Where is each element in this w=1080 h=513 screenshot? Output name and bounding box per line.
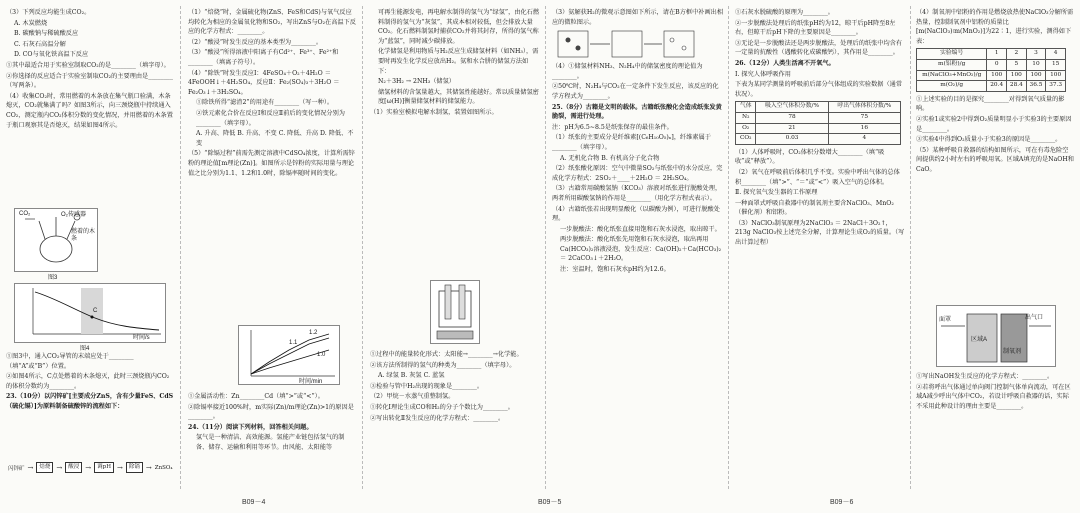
text-line: ②实验1或实验2中得到O₂质量明显小于实验3的主要原因是________。 [916,115,1072,133]
table-cell: 0.03 [756,134,828,145]
table-cell: 5 [1007,59,1027,70]
table-header-cell: 2 [1007,49,1027,60]
text-line: （4）收集CO₂时，常用燃着的木条放在集气瓶口验满，木条熄灭，CO₂就集满了吗？如图3所示，向三颈烧瓶中持续通入CO₂，测定瓶内CO₂体积分数的变化情况，并用燃着的木条置于瓶口观察其是否熄灭，结果如图4所示。 [6,92,173,129]
text-line: （3）古籍常用碳酸氢钠（KCO₃）溶液对纸张进行脱酸处理，两者所用碳酸氢钠的作用是________（用化学方程式表示）。 [552,185,722,202]
figure-4 [14,283,166,343]
flow-box: 除镉 [126,462,143,473]
column-4 [552,8,724,276]
text-line: ②一步脱酸法处理后的纸张pH约为12，晾干后pH降至8左右，但晾干后pH下降的主要原因是________。 [735,19,896,37]
co2-label: CO₂ [19,211,31,217]
table-row [736,123,901,134]
table-cell: 0 [987,59,1007,70]
text-line: ①过程中的能量转化形式：太阳能→________→化学能。 [370,351,523,358]
electrolysis-apparatus [430,280,480,344]
text-line: （1）人体呼吸时，CO₂体积分数增大________（填“吸收”或“释放”）。 [735,148,885,166]
figure-3 [14,208,98,272]
table-row [917,59,1066,70]
text-line: （5）某种呼吸自救器的结构如图所示，可在有毒危险空间提供约2小时左右的呼吸用氧。区域A填充的是NaOH和CaO。 [916,146,1074,173]
text-line: ①除铁所得“滤渣2”的用途有________（写一种）。 [196,99,334,107]
text-line: ②写出转化Ⅱ发生反应的化学方程式：________。 [370,414,505,422]
question-25: 25.（8分）古籍是文明的载体。古籍纸张酸化会造成纸张发黄脆裂，需进行处理。 [552,103,722,121]
question-26: 26.（12分）人类生活离不开氧气。 [735,59,835,67]
column-divider [362,6,363,489]
process-flow: 闪锌矿 → 焙烧 → 酸浸 → 调pH → 除镉 → ZnSO₄ [8,463,173,472]
table-row [736,112,901,123]
column-6 [916,8,1074,176]
table-cell: 78 [756,112,828,123]
text-line: ①转化Ⅰ理论生成CO和H₂的分子个数比为________。 [370,403,514,411]
table-header-row [917,49,1066,60]
text-line: （2）甲烷－水蒸气重整制氢。 [370,393,455,401]
column-6-lower [916,372,1074,412]
note: 注：pH为6.5~8.5是纸张保存的最佳条件。 [552,123,673,131]
option: B. 碳酸钠与稀硫酸反应 [14,30,79,38]
table-cell: 100 [987,70,1007,81]
text-line: （2）“酸浸”时发生反应的基本类型为________。 [188,38,323,46]
electrolysis-drawing [431,281,479,343]
text-line: ①金属活动性：Zn________Cd（填“>”或“<”）。 [188,393,324,400]
text-line: 化学储氢是利用物质与H₂反应生成储氢材料（如NH₃），需要时再发生化学反应放出H₂。氨和水合肼的储氢方法如下： [378,48,539,75]
table-cell: 100 [1046,70,1066,81]
flow-box: 调pH [94,462,114,473]
text-line: ①写出NaOH发生反应的化学方程式：________。 [916,373,1054,380]
table-row [917,81,1066,92]
text-line: （2）纸张酸化原因：空气中微量SO₂与纸张中的水分反应，完成化学方程式：2SO₂＋____＋2H₂O ＝ 2H₂SO₄。 [552,165,723,182]
text-line: ③无论是一步脱酸法还是两步脱酸法，处理后的纸张中均含有一定量的抗酸性（遇酸转化成碳酸钙），其作用是________。 [735,39,903,57]
page-number-left: B09－4 [242,499,266,506]
column-divider [728,6,729,489]
text-line: ③检验与管中H₂出现的现象是________。 [370,382,484,390]
text-line: ①上述实验的目的是探究________对得到氧气质量的影响。 [916,95,1065,113]
table-cell: 16 [828,123,900,134]
table-header-cell: 气体 [736,102,756,113]
table-header-cell: 3 [1026,49,1046,60]
flow-item: 闪锌矿 [8,465,25,472]
option: A. 无机化合物 B. 有机高分子化合物 [560,154,660,162]
text-line: （3）下列反应均能生成CO₂。 [6,9,91,16]
text-line: ②该方法所制得的氢气的种类为________（填字母）。 [370,361,516,369]
figure-4-caption: 图4 [80,346,90,352]
question-24: 24.（11分）阅读下列材料，回答相关问题。 [188,423,313,431]
table-cell: m(O₂)/g [917,81,987,92]
table-cell: m(铝粉)/g [917,59,987,70]
text-line: ①石灰水脱硫酸的原理为________。 [735,9,834,16]
o2gen-label: 制氧剂 [1003,349,1022,355]
table-header-cell: 呼出气体体积分数/% [828,102,900,113]
text-line: 一种面罩式呼吸自救器中的制氧剂主要含NaClO₃、MnO₂（催化剂）和铝粉。 [735,199,894,217]
flow-box: 酸浸 [65,462,82,473]
table-cell: 15 [1046,59,1066,70]
table-cell: 36.5 [1026,81,1046,92]
table-header-row [736,102,901,113]
table-row [736,134,901,145]
table-cell: N₂ [736,112,756,123]
flow-item: ZnSO₄ [154,464,173,471]
mask-label: 面罩 [939,317,952,323]
table-cell: m(NaClO₃+MnO₂)/g [917,70,987,81]
flow-box: 焙烧 [36,462,53,473]
table-header-cell: 4 [1046,49,1066,60]
text-line: （4）古籍纸张若出现明显酸化（以碳酸为例），可进行脱酸处理。 [552,205,720,223]
text-line: ②铁元素化合价在反应Ⅰ和反应Ⅱ前后的变化情况分别为________（填字母）。 [196,109,345,127]
text-line: （2）氧气在呼吸前后体积几乎不变。实验中呼出气体的总体积________（填“>”、“＝”或“<”）吸入空气的总体积。 [735,168,900,186]
text-line: （4）①储氢材料NH₃、N₂H₄中的储氢密度的理论值为________。 [552,63,703,80]
text-line: 可再生能源发电，再电解水制得的氢气为“绿氢”，由化石燃料制得的氢气为“灰氢”，其成本相对较低，但会排放大量CO₂。化石燃料制氢时捕获CO₂并将其封存，所得的氢气称为“蓝氢”，同时减少碳排放。 [378,9,540,45]
text-line: 储氢材料的含氢量越大，其储氢性能越好。常以质量储氢密度[ω(H)]衡量储氢材料的储氢能力。 [378,88,539,106]
text-line: （4）制氧剂中铝粉的作用是燃烧放热使NaClO₃分解所需热量，控制制氧剂中铝粉的质量比[m(NaClO₃)∶m(MnO₂)]为22∶1，进行实验，测得如下表： [916,9,1074,45]
text-line: （3）NaClO₃制氧原理为2NaClO₃ ＝ 2NaCl＋3O₂↑，213g NaClO₃按上述完全分解，计算理论生成O₂的质量。（写出计算过程） [735,219,905,247]
question-23: 23.（10分）以闪锌矿[主要成分ZnS，含有少量FeS、CdS（硫化镉）]为原料制备硫酸锌的流程如下： [6,393,174,410]
breath-data-table [735,101,901,144]
text-line: ②你选择的反应适合于实验室制取CO₂的主要理由是________（写两条）。 [6,72,173,90]
section-heading: Ⅰ. 探究人体呼吸作用 [735,70,791,78]
point-c-label: C [93,308,98,314]
text-line: （4）“除铁”时发生反应Ⅰ：4FeSO₄＋O₂＋4H₂O ＝ 4FeOOH↓＋4H₂SO₄，反应Ⅱ：Fe₂(SO₄)₃＋3H₂O ＝ Fe₂O₃↓＋3H₂SO₄。 [188,69,340,96]
self-rescue-device-diagram [936,305,1056,367]
table-cell: 21 [756,123,828,134]
option: D. CO与氧化铁高温下反应 [14,51,89,59]
option: C. 石灰石高温分解 [14,40,66,48]
table-cell: 20.4 [987,81,1007,92]
text-line: 两步脱酸法：酸化纸张先用饱和石灰水浸泡，取出再用Ca(HCO₃)₂溶液浸泡，发生反应：Ca(OH)₂＋Ca(HCO₃)₂ ＝ 2CaCO₃↓＋2H₂O。 [560,236,722,263]
column-divider [545,6,546,489]
column-2 [188,8,356,179]
table-cell: 4 [828,134,900,145]
column-5 [735,8,905,249]
particle-boxes [552,28,720,62]
column-divider [180,6,181,489]
text-line: （1）实验室模拟电解水制氢，装置如图所示。 [370,108,498,116]
table-cell: CO₂ [736,134,756,145]
outlet-label: 出气口 [1025,315,1044,321]
wood-label: 燃着的木条 [71,229,96,242]
text-line: ②若将呼出气体通过单向阀门控制气体单向流动，可在区域A减少呼出气体中CO₂，若设计呼吸自救器的话，实际不采用此种设计的理由主要是________。 [916,383,1071,410]
page-number-right: B09－6 [830,499,854,506]
text-line: 下表为某同学测量的呼吸前后部分气体组成的实验数据（通常状况）。 [735,81,903,98]
removal-rate-graph [238,325,340,385]
option: A. 木炭燃烧 [14,19,48,27]
table-cell: 75 [828,112,900,123]
table-row [917,70,1066,81]
option: A. 升高、降低 B. 升高、不变 C. 降低、升高 D. 降低、不变 [196,130,354,147]
table-header-cell: 吸入空气体积分数/% [756,102,828,113]
column-1 [6,8,174,131]
table-cell: 10 [1026,59,1046,70]
text-line: ②除镉率接近100%时，m实际(Zn)/m理论(Zn)>1的原因是________。 [188,403,354,421]
text-line: （5）“除镉过程”前需先测定溶液中CdSO₄浓度，计算所需锌粉的理论值[m理论(Zn)]。如图所示是锌粉的实际用量与理论值之比分别为1.1、1.2和1.0时，除镉率随时间的变化。 [188,150,355,177]
text-line: （3）氨解获H₂的微观示意图如下所示，请在B方框中补画出相应的微粒图示。 [552,9,724,26]
region-a-label: 区域A [971,337,988,343]
column-3 [370,8,540,119]
line-label: 1.2 [309,330,318,336]
line-label: 1.0 [317,352,326,358]
option: A. 绿氢 B. 灰氢 C. 蓝氢 [378,372,445,380]
text-line: （3）“酸浸”所得溶液中阳离子有Cd²⁺、Fe³⁺、Fe²⁺和________（填离子符号）。 [188,49,339,66]
table-header-cell: 实验编号 [917,49,987,60]
text-line: ①图3中，通入CO₂导管的末端应处于________（填“A”或“B”）位置。 [6,353,134,370]
table-header-cell: 1 [987,49,1007,60]
text-line: 氢气是一种清洁、高效能源。氢能产业链包括氢气的制备、储存、运输和利用等环节。由风能、太阳能等 [196,434,345,451]
figure-3-caption: 图3 [48,275,58,281]
column-1-lower [6,352,174,413]
column-divider [910,6,911,489]
note: 注：室温时，饱和石灰水pH约为12.6。 [560,266,670,274]
text-line: ②如图4所示，C点处燃着的木条熄灭，此时三颈烧瓶内CO₂的体积分数约为________。 [6,373,170,390]
text-line: ③实验4中得到O₂质量小于实验3的原因是________。 [916,136,1062,144]
column-2-lower [188,392,356,454]
experiment-table [916,48,1066,91]
text-line: ①其中最适合用于实验室制取CO₂的是________（填字母）。 [6,61,170,69]
table-cell: 100 [1007,70,1027,81]
page-number-mid: B09－5 [538,499,562,506]
section-heading: Ⅱ. 探究氧气发生器的工作原理 [735,189,818,197]
graph-x-label: 时间/min [299,379,323,385]
o2-sensor-label: O₂传感器 [61,212,86,218]
text-line: 一步脱酸法：酸化纸张直接用饱和石灰水浸泡，取出晾干。 [560,225,721,233]
text-line: （1）纸张的主要成分是纤维素[(C₆H₁₀O₅)ₙ]，纤维素属于________（填字母）。 [552,134,711,151]
text-line: （1）“焙烧”时，金属硫化物(ZnS、FeS和CdS)与氧气反应均转化为相应的金属氧化物和SO₂，写出ZnS与O₂在高温下反应的化学方程式：________。 [188,9,356,36]
fig4-x-label: 时间/s [133,335,150,341]
column-3-lower [370,350,540,424]
equation: N₂＋3H₂ → 2NH₃（储氢） [378,78,455,86]
table-cell: 37.3 [1046,81,1066,92]
table-cell: 28.4 [1007,81,1027,92]
ammonia-micro-diagram [552,28,724,62]
text-line: ②50℃时，N₂H₄与CO₂在一定条件下发生反应，该反应的化学方程式为________。 [552,83,719,100]
table-cell: O₂ [736,123,756,134]
line-label: 1.1 [289,340,298,346]
table-cell: 100 [1026,70,1046,81]
